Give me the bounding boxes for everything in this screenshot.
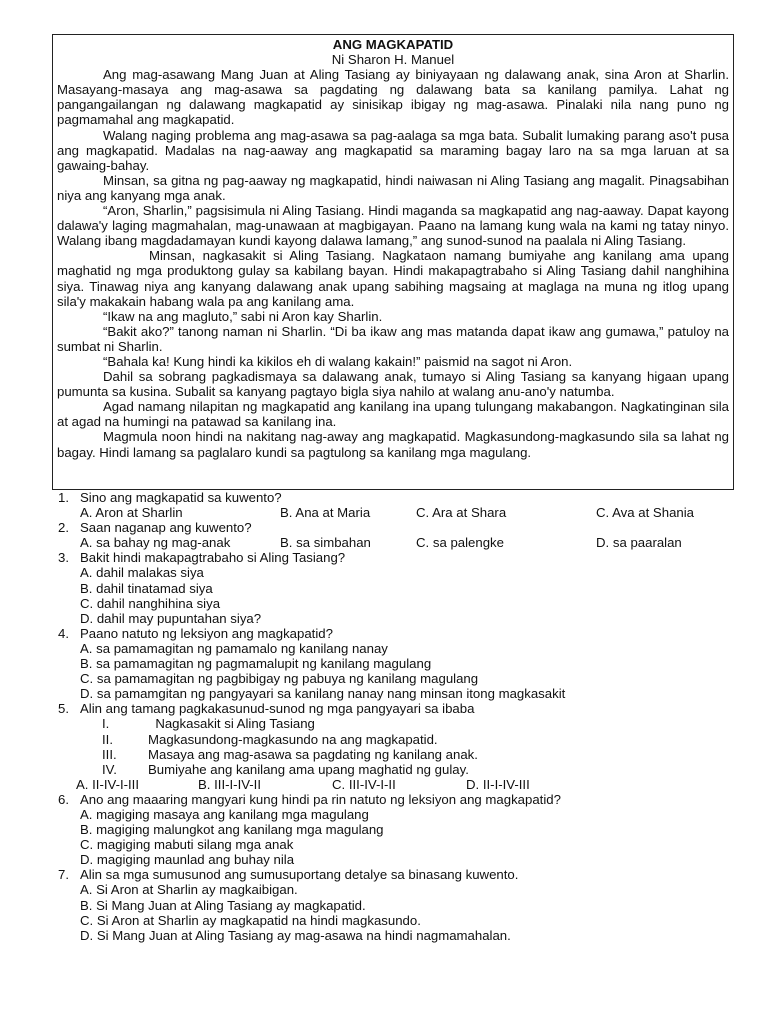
- question-number: 7.: [58, 867, 69, 883]
- option-b[interactable]: B. sa simbahan: [280, 535, 371, 551]
- roman-numeral: III.: [102, 746, 117, 762]
- option-d[interactable]: C. Ava at Shania: [596, 505, 694, 521]
- story-paragraph: Ang mag-asawang Mang Juan at Aling Tasiang ay biniyayaan ng dalawang anak, sina Aron at Sharlin. Masayang-masaya ang mag-asawa sa pagdating ng dalawang bata sa kanilang pamilya. Lahat ng pangangailangan ng dalawang magkapatid ay sinisikap ibigay ng mag-asawa. Pinalaki nila nang puno ng pagmamahal ang magkapatid.: [57, 67, 729, 128]
- question-number: 4.: [58, 625, 69, 641]
- option-b[interactable]: B. sa pamamagitan ng pagmamalupit ng kanilang magulang: [80, 656, 432, 672]
- question-text: Saan naganap ang kuwento?: [80, 520, 252, 536]
- story-paragraph: Walang naging problema ang mag-asawa sa pag-aalaga sa mga bata. Subalit lumaking parang aso't pusa ang magkapatid. Madalas na nag-aaway ang magkapatid sa maraming bagay laro na sa mga laruan at sa gawaing-bahay.: [57, 127, 729, 173]
- question-2-options: [58, 535, 738, 550]
- story-paragraph: Dahil sa sobrang pagkadismaya sa dalawang anak, tumayo si Aling Tasiang sa kanyang higaan upang pumunta sa kusina. Subalit sa kanyang pagtayo bigla siya nahilo at walang anu-ano'y natumba.: [57, 369, 729, 400]
- question-7: [58, 867, 738, 882]
- option-d[interactable]: D. Si Mang Juan at Aling Tasiang ay mag-asawa na hindi nagmamahalan.: [80, 927, 511, 943]
- question-text: Bakit hindi makapagtrabaho si Aling Tasiang?: [80, 550, 346, 566]
- option-d[interactable]: D. II-I-IV-III: [466, 776, 530, 792]
- story-paragraph: “Bahala ka! Kung hindi ka kikilos eh di walang kakain!” paismid na sagot ni Aron.: [103, 353, 573, 369]
- option-c[interactable]: C. Ara at Shara: [416, 505, 507, 521]
- question-4: [58, 626, 738, 641]
- option-a[interactable]: A. Si Aron at Sharlin ay magkaibigan.: [80, 882, 298, 898]
- question-text: Ano ang maaaring mangyari kung hindi pa rin natuto ng leksiyon ang magkapatid?: [80, 791, 561, 807]
- option-b[interactable]: B. dahil tinatamad siya: [80, 580, 213, 596]
- story-author: Ni Sharon H. Manuel: [331, 52, 455, 68]
- story-title: ANG MAGKAPATID: [332, 37, 454, 52]
- roman-numeral: II.: [102, 731, 113, 747]
- question-number: 1.: [58, 490, 69, 505]
- option-c[interactable]: C. sa pamamagitan ng pagbibigay ng pabuya ng kanilang magulang: [80, 671, 479, 687]
- option-a[interactable]: A. Aron at Sharlin: [80, 505, 183, 521]
- story-paragraph: “Bakit ako?” tanong naman ni Sharlin. “Di ba ikaw ang mas matanda dapat ikaw ang gumawa,” patuloy na sumbat ni Sharlin.: [57, 323, 729, 354]
- question-6: [58, 792, 738, 807]
- roman-numeral: IV.: [102, 761, 117, 777]
- option-c[interactable]: C. Si Aron at Sharlin ay magkapatid na hindi magkasundo.: [80, 912, 421, 928]
- option-a[interactable]: A. magiging masaya ang kanilang mga magulang: [80, 806, 369, 822]
- option-b[interactable]: B. III-I-IV-II: [198, 776, 262, 792]
- story-paragraph: “Ikaw na ang magluto,” sabi ni Aron kay Sharlin.: [103, 308, 383, 324]
- option-b[interactable]: B. Si Mang Juan at Aling Tasiang ay magkapatid.: [80, 897, 366, 913]
- option-d[interactable]: D. sa pamamgitan ng pangyayari sa kanilang nanay nang minsan itong magkasakit: [80, 686, 566, 702]
- event-item: [58, 716, 738, 731]
- option-b[interactable]: B. Ana at Maria: [280, 505, 371, 521]
- question-number: 6.: [58, 791, 69, 807]
- question-number: 5.: [58, 701, 69, 717]
- option-a[interactable]: A. II-IV-I-III: [76, 776, 140, 792]
- option-c[interactable]: C. magiging mabuti silang mga anak: [80, 837, 294, 853]
- option-b[interactable]: B. magiging malungkot ang kanilang mga magulang: [80, 822, 384, 838]
- option-a[interactable]: A. sa bahay ng mag-anak: [80, 535, 231, 551]
- question-list: [58, 490, 738, 943]
- option-c[interactable]: C. III-IV-I-II: [332, 776, 396, 792]
- story-paragraph: Minsan, sa gitna ng pag-aaway ng magkapatid, hindi naiwasan ni Aling Tasiang ang magalit. Pinagsabihan niya ang kanyang mga anak.: [57, 172, 729, 203]
- event-text: Masaya ang mag-asawa sa pagdating ng kanilang anak.: [148, 746, 478, 762]
- option-a[interactable]: A. dahil malakas siya: [80, 565, 204, 581]
- question-1: [58, 490, 738, 505]
- option-d[interactable]: D. dahil may pupuntahan siya?: [80, 610, 262, 626]
- question-1-options: [58, 505, 738, 520]
- roman-numeral: I.: [102, 716, 110, 732]
- event-item: [58, 747, 738, 762]
- option-d[interactable]: D. magiging maunlad ang buhay nila: [80, 852, 295, 868]
- question-text: Paano natuto ng leksiyon ang magkapatid?: [80, 625, 333, 641]
- story-paragraph: Minsan, nagkasakit si Aling Tasiang. Nagkataon namang bumiyahe ang kanilang ama upang maghatid ng mga produktong gulay sa kabilang bayan. Hindi makapagtrabaho si Aling Tasiang dahil nanghihina siya. Tinawag niya ang kanyang dalawang anak upang sabihing magsaing at maglaga na muna ng itlog upang sila'y makakain habang wala pa ang kanilang ama.: [57, 248, 729, 309]
- question-number: 2.: [58, 520, 69, 536]
- question-5-options: [58, 777, 738, 792]
- story-box: [52, 34, 734, 490]
- question-2: [58, 520, 738, 535]
- event-text: Magkasundong-magkasundo na ang magkapatid.: [148, 731, 438, 747]
- question-text: Alin sa mga sumusunod ang sumusuportang detalye sa binasang kuwento.: [80, 867, 519, 883]
- story-paragraph: Magmula noon hindi na nakitang nag-away ang magkapatid. Magkasundong-magkasundo sila sa lahat ng bagay. Hindi lamang sa paglalaro kundi sa pagtulong sa kanilang mga magulang.: [57, 429, 729, 460]
- event-item: [58, 732, 738, 747]
- option-c[interactable]: C. dahil nanghihina siya: [80, 595, 221, 611]
- question-text: Alin ang tamang pagkakasunud-sunod ng mga pangyayari sa ibaba: [80, 701, 475, 717]
- option-a[interactable]: A. sa pamamagitan ng pamamalo ng kanilang nanay: [80, 640, 388, 656]
- option-d[interactable]: D. sa paaralan: [596, 535, 682, 551]
- event-item: [58, 762, 738, 777]
- option-c[interactable]: C. sa palengke: [416, 535, 504, 551]
- question-5: [58, 701, 738, 716]
- question-number: 3.: [58, 550, 69, 566]
- question-text: Sino ang magkapatid sa kuwento?: [80, 490, 282, 505]
- question-3: [58, 550, 738, 565]
- story-paragraph: Agad namang nilapitan ng magkapatid ang kanilang ina upang tulungang makabangon. Nagkatinginan sila at agad na humingi na patawad sa kanilang ina.: [57, 399, 729, 430]
- event-text: Bumiyahe ang kanilang ama upang maghatid ng gulay.: [148, 761, 469, 777]
- event-text: Nagkasakit si Aling Tasiang: [148, 716, 315, 732]
- story-paragraph: “Aron, Sharlin,” pagsisimula ni Aling Tasiang. Hindi maganda sa magkapatid ang nag-aaway. Dapat kayong dalawa'y laging magmahalan, mag-unawaan at magbigayan. Paano na lamang kung wala na kami ng tatay ninyo. Walang ibang magdadamayan kundi kayong dalawa lamang,” ang sunod-sunod na paalala ni Aling Tasiang.: [57, 203, 729, 249]
